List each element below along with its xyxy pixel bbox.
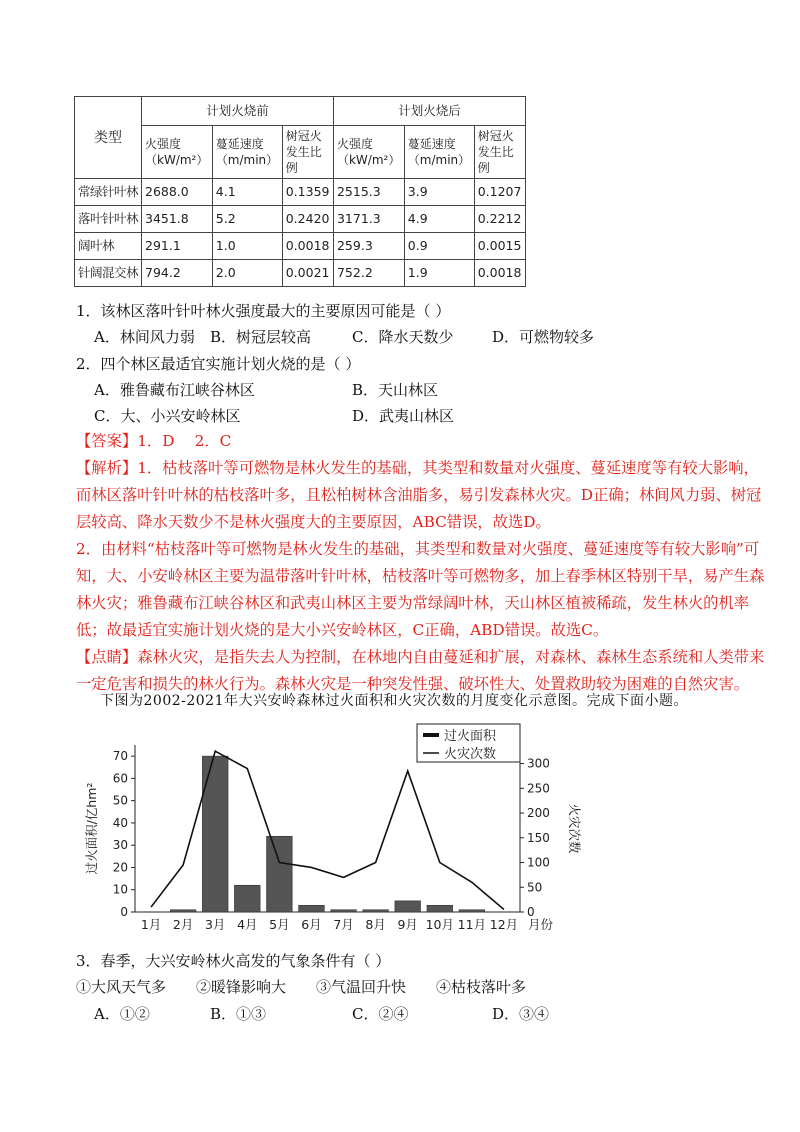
cell: 1.0 (212, 233, 282, 260)
right-tick-label: 150 (527, 830, 550, 845)
row-type: 落叶针叶林 (75, 206, 142, 233)
right-tick-label: 50 (527, 880, 543, 895)
answer-block (76, 428, 766, 455)
chart-intro: 下图为2002-2021年大兴安岭森林过火面积和火灾次数的月度变化示意图。完成下面小题。 (100, 693, 688, 709)
chart-axes (131, 745, 524, 912)
fire-chart (80, 720, 582, 942)
cell: 0.0018 (282, 233, 333, 260)
y-axis-label: 过火面积/亿hm² (84, 782, 99, 875)
x-tick-label: 7月 (333, 917, 354, 932)
fire-data-table (74, 96, 526, 287)
q1-option-a: A．林间风力弱 (94, 328, 195, 346)
q2-option-c: C．大、小兴安岭林区 (94, 407, 241, 425)
q3-option-d: D．③④ (492, 1005, 550, 1023)
row-type: 针阔混交林 (75, 260, 142, 287)
cell: 0.1359 (282, 179, 333, 206)
q3-items: ①大风天气多 ②暖锋影响大 ③气温回升快 ④枯枝落叶多 (76, 978, 527, 996)
cell: 752.2 (333, 260, 404, 287)
bar (363, 910, 389, 912)
bar (395, 901, 421, 912)
bar (427, 905, 453, 912)
x-tick-label: 2月 (172, 917, 194, 932)
cell: 3171.3 (333, 206, 404, 233)
q3-option-a: A．①② (94, 1005, 150, 1023)
left-tick-label: 50 (112, 793, 128, 808)
x-tick-label: 10月 (425, 917, 454, 932)
y2-axis-label: 火灾次数 (567, 803, 582, 854)
cell: 4.1 (212, 179, 282, 206)
q1-stem: 1．该林区落叶针叶林火强度最大的主要原因可能是（ ） (76, 302, 451, 320)
table-row (75, 260, 526, 287)
x-tick-label: 11月 (457, 917, 487, 932)
cell: 2688.0 (142, 179, 213, 206)
legend-bar-label: 过火面积 (444, 729, 497, 744)
q3-stem: 3．春季，大兴安岭林火高发的气象条件有（ ） (76, 952, 391, 970)
right-tick-label: 0 (527, 905, 535, 919)
cell: 0.2420 (282, 206, 333, 233)
col-intensity-before: 火强度（kW/m²） (142, 126, 213, 179)
x-tick-label: 1月 (140, 917, 162, 932)
left-tick-label: 10 (112, 882, 128, 897)
col-speed-before: 蔓延速度（m/min） (212, 126, 282, 179)
q2-stem: 2．四个林区最适宜实施计划火烧的是（ ） (76, 355, 361, 373)
bar (234, 885, 260, 912)
answer-tag: 【答案】 (76, 432, 138, 450)
x-tick-label: 6月 (301, 917, 322, 932)
left-tick-label: 20 (112, 860, 128, 875)
bar (267, 836, 293, 912)
analysis-p1 (76, 455, 766, 536)
q1-option-d: D．可燃物较多 (492, 328, 595, 346)
q2-option-d: D．武夷山林区 (352, 407, 455, 425)
cell: 2.0 (212, 260, 282, 287)
cell: 0.1207 (474, 179, 525, 206)
left-tick-label: 30 (112, 838, 128, 853)
analysis-text-1: 1．枯枝落叶等可燃物是林火发生的基础，其类型和数量对火强度、蔓延速度等有较大影响，而林区落叶针叶林的枯枝落叶多，且松柏树林含油脂多，易引发森林火灾。D正确；林间风力弱、树冠层较高、降水天数少不是林火强度大的主要原因，ABC错误，故选D。 (76, 459, 762, 531)
table-header-after: 计划火烧后 (333, 97, 525, 126)
x-axis-unit: 月份 (528, 917, 554, 932)
tip-text: 森林火灾，是指失去人为控制，在林地内自由蔓延和扩展，对森林、森林生态系统和人类带来一定危害和损失的林火行为。森林火灾是一种突发性强、破坏性大、处置救助较为困难的自然灾害。 (76, 648, 765, 693)
right-tick-label: 100 (527, 855, 550, 870)
x-tick-label: 9月 (397, 917, 418, 932)
analysis-p2: 2．由材料“枯枝落叶等可燃物是林火发生的基础，其类型和数量对火强度、蔓延速度等有较大影响”可知，大、小安岭林区主要为温带落叶针叶林，枯枝落叶等可燃物多，加上春季林区特别干旱，易产生森林火灾；雅鲁藏布江峡谷林区和武夷山林区主要为常绿阔叶林，天山林区植被稀疏，发生林火的机率低；故最适宜实施计划火烧的是大小兴安岭林区，C正确，ABD错误。故选C。 (76, 540, 765, 639)
q2-option-a: A．雅鲁藏布江峡谷林区 (94, 381, 255, 399)
table-header-type: 类型 (75, 97, 142, 179)
cell: 0.9 (404, 233, 474, 260)
row-type: 常绿针叶林 (75, 179, 142, 206)
q3-option-c: C．②④ (352, 1005, 409, 1023)
cell: 5.2 (212, 206, 282, 233)
col-crown-after: 树冠火发生比例 (474, 126, 525, 179)
bar (202, 756, 228, 912)
q1-option-b: B．树冠层较高 (210, 328, 312, 346)
q3-option-b: B．①③ (210, 1005, 267, 1023)
x-tick-label: 5月 (269, 917, 290, 932)
cell: 0.0018 (474, 260, 525, 287)
chart-labels (84, 749, 582, 932)
cell: 0.0015 (474, 233, 525, 260)
cell: 1.9 (404, 260, 474, 287)
bar (170, 910, 196, 912)
right-tick-label: 250 (527, 781, 550, 796)
table-row (75, 206, 526, 233)
bar (331, 910, 357, 912)
bar (459, 910, 485, 912)
x-tick-label: 8月 (365, 917, 386, 932)
cell: 3451.8 (142, 206, 213, 233)
q1-option-c: C．降水天数少 (352, 328, 454, 346)
right-tick-label: 200 (527, 806, 550, 821)
cell: 2515.3 (333, 179, 404, 206)
table-row (75, 233, 526, 260)
row-type: 阔叶林 (75, 233, 142, 260)
bar (299, 905, 325, 912)
left-tick-label: 0 (120, 905, 128, 919)
legend-line-label: 火灾次数 (444, 747, 497, 762)
analysis-tag: 【解析】 (76, 459, 138, 477)
cell: 0.2212 (474, 206, 525, 233)
chart-legend (417, 724, 520, 762)
tip-tag: 【点睛】 (76, 648, 138, 666)
col-crown-before: 树冠火发生比例 (282, 126, 333, 179)
answer-text: 1．D 2．C (137, 432, 232, 450)
cell: 291.1 (142, 233, 213, 260)
x-tick-label: 4月 (237, 917, 258, 932)
col-intensity-after: 火强度（kW/m²） (333, 126, 404, 179)
cell: 259.3 (333, 233, 404, 260)
cell: 0.0021 (282, 260, 333, 287)
right-tick-label: 300 (527, 756, 550, 771)
chart-bars (170, 756, 484, 912)
left-tick-label: 40 (112, 815, 128, 830)
cell: 4.9 (404, 206, 474, 233)
cell: 794.2 (142, 260, 213, 287)
left-tick-label: 60 (112, 771, 128, 786)
col-speed-after: 蔓延速度（m/min） (404, 126, 474, 179)
left-tick-label: 70 (112, 749, 128, 764)
table-header-before: 计划火烧前 (142, 97, 334, 126)
table-row (75, 179, 526, 206)
x-tick-label: 3月 (204, 917, 226, 932)
x-tick-label: 12月 (489, 917, 519, 932)
q2-option-b: B．天山林区 (352, 381, 439, 399)
cell: 3.9 (404, 179, 474, 206)
